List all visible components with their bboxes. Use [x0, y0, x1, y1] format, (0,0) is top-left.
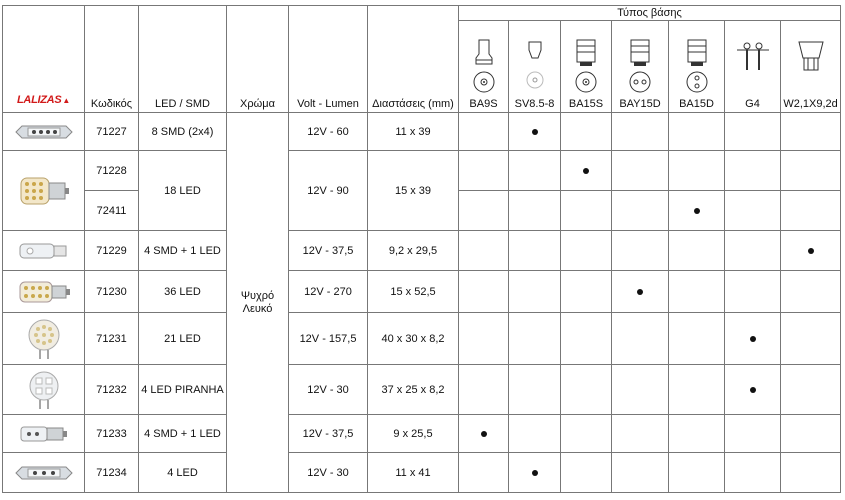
volt-cell: 12V - 30 [289, 365, 368, 415]
base-dot-cell [669, 271, 725, 313]
header-base-type: Τύπος βάσης [459, 6, 841, 21]
base-dot-cell [781, 191, 841, 231]
base-dot-cell [781, 271, 841, 313]
code-cell: 71231 [85, 313, 139, 365]
festoon-bulb-icon [14, 123, 74, 141]
dims-cell: 9 x 25,5 [368, 415, 459, 453]
base-dot-cell [459, 365, 509, 415]
table-row [3, 453, 841, 493]
led-cell: 18 LED [139, 151, 227, 231]
base-dot-cell [459, 231, 509, 271]
base-dot-cell [669, 231, 725, 271]
base-dot-cell [459, 453, 509, 493]
brand-logo: LALIZAS▲ [17, 94, 70, 106]
base-dot [481, 431, 487, 437]
base-dot-cell [509, 271, 561, 313]
base-name-ba15s: BA15S [568, 98, 604, 110]
base-dot-cell [459, 113, 509, 151]
base-dot-cell [669, 151, 725, 191]
led-cell: 8 SMD (2x4) [139, 113, 227, 151]
base-dot-cell [781, 151, 841, 191]
bulb-image-71230 [3, 271, 85, 313]
base-dot-cell [612, 453, 669, 493]
base-dot-cell [669, 415, 725, 453]
base-dot-cell [459, 271, 509, 313]
ba15s-base-icon [572, 38, 600, 94]
base-dot [750, 336, 756, 342]
base-dot-cell [669, 365, 725, 415]
base-dot-cell [781, 365, 841, 415]
code-cell: 71230 [85, 271, 139, 313]
disc-bulb-icon [24, 317, 64, 361]
code-cell: 71232 [85, 365, 139, 415]
festoon-bulb-icon [14, 464, 74, 482]
base-dot-cell [459, 151, 509, 191]
base-col-ba15d [669, 21, 725, 113]
table-row [3, 151, 841, 191]
base-dot [808, 248, 814, 254]
base-col-sv85 [509, 21, 561, 113]
base-dot-cell [612, 113, 669, 151]
led-cell: 4 SMD + 1 LED [139, 415, 227, 453]
dims-cell: 11 x 39 [368, 113, 459, 151]
color-cell: Ψυχρό Λευκό [227, 113, 289, 493]
ba15d-base-icon [683, 38, 711, 94]
brand-logo-cell [3, 6, 85, 113]
base-dot [532, 129, 538, 135]
base-dot-cell [781, 453, 841, 493]
base-dot-cell [725, 271, 781, 313]
base-name-bay15d: BAY15D [619, 98, 661, 110]
base-dot-cell [459, 191, 509, 231]
ba15-bulb-icon [17, 174, 71, 208]
base-dot [532, 470, 538, 476]
base-col-g4 [725, 21, 781, 113]
led-cell: 4 LED PIRANHA [139, 365, 227, 415]
header-led: LED / SMD [139, 6, 227, 113]
sv85-base-icon [521, 38, 549, 94]
base-dot-cell [781, 313, 841, 365]
base-dot-cell [669, 113, 725, 151]
piranha-bulb-icon [24, 369, 64, 411]
bulb-image-71232 [3, 365, 85, 415]
base-dot-cell [725, 313, 781, 365]
base-dot-cell [725, 415, 781, 453]
base-dot-cell [725, 151, 781, 191]
base-dot-cell [612, 151, 669, 191]
base-dot-cell [509, 453, 561, 493]
base-dot-cell [725, 231, 781, 271]
header-color: Χρώμα [227, 6, 289, 113]
base-dot-cell [509, 191, 561, 231]
led-cell: 4 LED [139, 453, 227, 493]
base-col-w21 [781, 21, 841, 113]
base-dot-cell [612, 313, 669, 365]
base-dot [637, 289, 643, 295]
base-dot-cell [509, 231, 561, 271]
base-dot-cell [612, 365, 669, 415]
ba9s-base-icon [470, 38, 498, 94]
volt-cell: 12V - 270 [289, 271, 368, 313]
dims-cell: 11 x 41 [368, 453, 459, 493]
base-dot [583, 168, 589, 174]
base-dot-cell [459, 313, 509, 365]
base-dot-cell [725, 113, 781, 151]
base-dot-cell [725, 191, 781, 231]
base-dot-cell [509, 313, 561, 365]
header-code: Κωδικός [85, 6, 139, 113]
code-cell: 71234 [85, 453, 139, 493]
volt-cell: 12V - 90 [289, 151, 368, 231]
dims-cell: 9,2 x 29,5 [368, 231, 459, 271]
dims-cell: 37 x 25 x 8,2 [368, 365, 459, 415]
base-dot-cell [612, 415, 669, 453]
base-dot-cell [561, 453, 612, 493]
bulb-image-71231 [3, 313, 85, 365]
header-volt: Volt - Lumen [289, 6, 368, 113]
wedge-bulb-icon [16, 240, 72, 262]
base-col-ba9s [459, 21, 509, 113]
base-name-ba15d: BA15D [679, 98, 714, 110]
base-dot-cell [781, 113, 841, 151]
base-dot [750, 387, 756, 393]
base-dot-cell [612, 231, 669, 271]
base-dot-cell [561, 191, 612, 231]
table-row [3, 113, 841, 151]
dims-cell: 15 x 52,5 [368, 271, 459, 313]
base-dot-cell [561, 415, 612, 453]
base-col-bay15d [612, 21, 669, 113]
base-dot-cell [669, 191, 725, 231]
volt-cell: 12V - 60 [289, 113, 368, 151]
code-cell: 71233 [85, 415, 139, 453]
base-dot-cell [561, 313, 612, 365]
base-dot-cell [612, 191, 669, 231]
table-row [3, 365, 841, 415]
g4-base-icon [735, 38, 771, 94]
base-dot-cell [561, 271, 612, 313]
base-dot-cell [561, 365, 612, 415]
base-name-w21: W2,1X9,2d [783, 98, 838, 110]
volt-cell: 12V - 157,5 [289, 313, 368, 365]
volt-cell: 12V - 37,5 [289, 415, 368, 453]
bulb-image-71234 [3, 453, 85, 493]
base-dot-cell [561, 113, 612, 151]
base-dot-cell [725, 365, 781, 415]
code-cell: 72411 [85, 191, 139, 231]
base-dot-cell [781, 231, 841, 271]
base-dot-cell [561, 231, 612, 271]
bulb-image-71228 [3, 151, 85, 231]
volt-cell: 12V - 30 [289, 453, 368, 493]
base-name-g4: G4 [745, 98, 760, 110]
base-dot-cell [725, 453, 781, 493]
code-cell: 71229 [85, 231, 139, 271]
code-cell: 71228 [85, 151, 139, 191]
header-dims: Διαστάσεις (mm) [368, 6, 459, 113]
dims-cell: 40 x 30 x 8,2 [368, 313, 459, 365]
base-dot-cell [669, 313, 725, 365]
cluster-bulb-icon [16, 279, 72, 305]
base-dot [694, 208, 700, 214]
base-name-sv85: SV8.5-8 [514, 98, 555, 110]
w21-base-icon [795, 38, 827, 94]
base-dot-cell [669, 453, 725, 493]
volt-cell: 12V - 37,5 [289, 231, 368, 271]
dims-cell: 15 x 39 [368, 151, 459, 231]
base-dot-cell [509, 151, 561, 191]
base-dot-cell [509, 113, 561, 151]
table-row [3, 231, 841, 271]
base-dot-cell [561, 151, 612, 191]
table-row [3, 271, 841, 313]
bulb-spec-table [2, 5, 841, 493]
bulb-image-71227 [3, 113, 85, 151]
bulb-image-71233 [3, 415, 85, 453]
led-cell: 21 LED [139, 313, 227, 365]
led-cell: 4 SMD + 1 LED [139, 231, 227, 271]
base-dot-cell [459, 415, 509, 453]
table-row [3, 313, 841, 365]
base-name-ba9s: BA9S [469, 98, 498, 110]
base-dot-cell [781, 415, 841, 453]
led-cell: 36 LED [139, 271, 227, 313]
base-dot-cell [509, 365, 561, 415]
base-dot-cell [612, 271, 669, 313]
base-dot-cell [509, 415, 561, 453]
table-row [3, 415, 841, 453]
bay15d-base-icon [626, 38, 654, 94]
code-cell: 71227 [85, 113, 139, 151]
base-col-ba15s [561, 21, 612, 113]
bulb-image-71229 [3, 231, 85, 271]
ba9s-bulb-icon [17, 423, 71, 445]
